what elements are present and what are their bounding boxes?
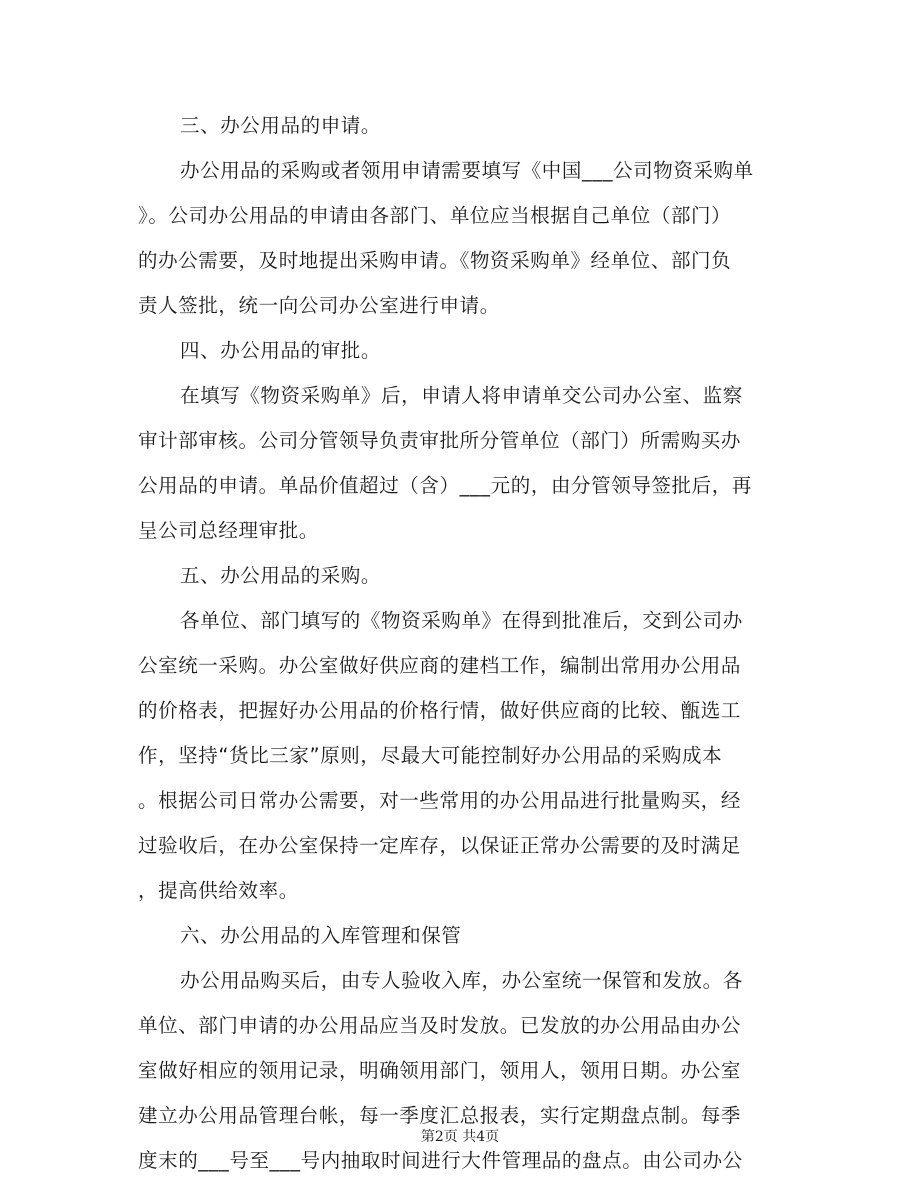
text-line: 六、办公用品的入库管理和保管	[180, 924, 462, 947]
text-line: 》。公司办公用品的申请由各部门、单位应当根据自己单位（部门）	[138, 204, 732, 227]
text-line: 公室统一采购。办公室做好供应商的建档工作，编制出常用办公用品	[138, 654, 742, 677]
text-line: 审计部审核。公司分管领导负责审批所分管单位（部门）所需购买办	[138, 429, 742, 452]
page-footer: 第2页 共4页	[420, 1129, 500, 1145]
text-line: 呈公司总经理审批。	[138, 519, 319, 542]
text-line: 公用品的申请。单品价值超过（含）___元的，由分管领导签批后，再	[138, 474, 752, 497]
text-line: 五、办公用品的采购。	[180, 564, 382, 587]
text-line: 单位、部门申请的办公用品应当及时发放。已发放的办公用品由办公	[138, 1014, 742, 1037]
text-line: 建立办公用品管理台帐，每一季度汇总报表，实行定期盘点制。每季	[138, 1104, 742, 1127]
text-line: 。根据公司日常办公需要，对一些常用的办公用品进行批量购买，经	[138, 789, 742, 812]
text-line: 的办公需要，及时地提出采购申请。《物资采购单》经单位、部门负	[138, 249, 732, 272]
text-line: 各单位、部门填写的《物资采购单》在得到批准后，交到公司办	[180, 609, 743, 632]
text-line: 室做好相应的领用记录，明确领用部门，领用人，领用日期。办公室	[138, 1059, 742, 1082]
document-body	[138, 103, 778, 1183]
text-line: 过验收后，在办公室保持一定库存，以保证正常办公需要的及时满足	[138, 834, 742, 857]
text-line: 四、办公用品的审批。	[180, 339, 382, 362]
text-line: 作，坚持“货比三家”原则，尽最大可能控制好办公用品的采购成本	[138, 744, 723, 767]
text-line: ，提高供给效率。	[138, 879, 299, 902]
text-line: 办公用品的采购或者领用申请需要填写《中国___公司物资采购单	[180, 159, 754, 182]
text-line: 在填写《物资采购单》后，申请人将申请单交公司办公室、监察	[180, 384, 743, 407]
text-line: 三、办公用品的申请。	[180, 114, 382, 137]
text-line: 度末的___号至___号内抽取时间进行大件管理品的盘点。由公司办公	[138, 1149, 743, 1172]
text-line: 责人签批，统一向公司办公室进行申请。	[138, 294, 500, 317]
text-line: 办公用品购买后，由专人验收入库，办公室统一保管和发放。各	[180, 969, 743, 992]
text-line: 的价格表，把握好办公用品的价格行情，做好供应商的比较、甑选工	[138, 699, 742, 722]
